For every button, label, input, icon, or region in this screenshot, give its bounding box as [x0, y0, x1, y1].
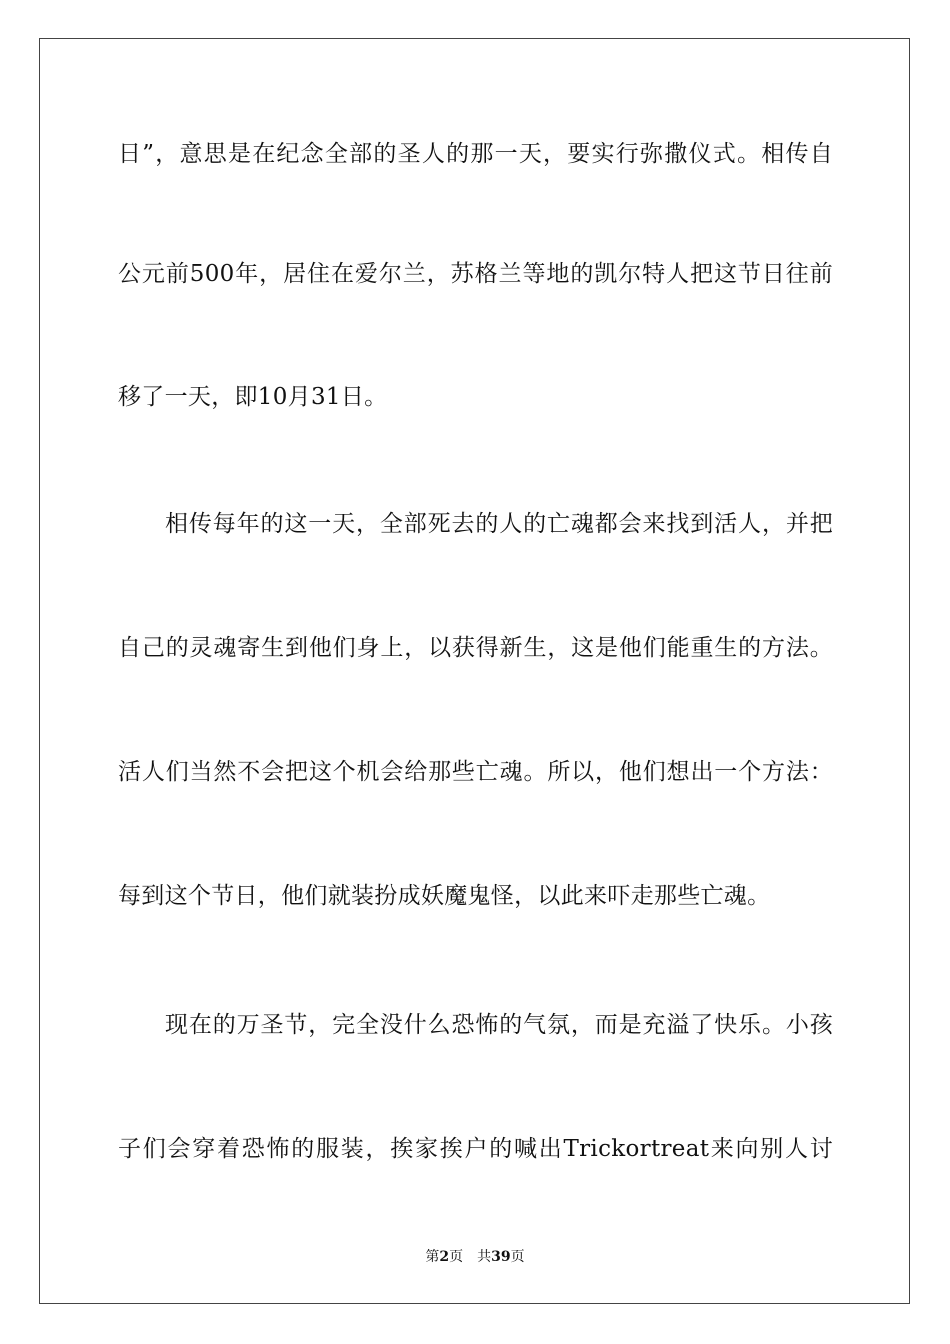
footer-total-suffix: 页	[510, 1249, 525, 1265]
footer-total-prefix: 共	[477, 1249, 492, 1265]
text-line-8: 现在的万圣节，完全没什么恐怖的气氛，而是充溢了快乐。小孩	[165, 1012, 833, 1038]
text-line-7: 每到这个节日，他们就装扮成妖魔鬼怪，以此来吓走那些亡魂。	[118, 883, 771, 909]
text-line-4: 相传每年的这一天，全部死去的人的亡魂都会来找到活人，并把	[165, 511, 833, 537]
text-line-5: 自己的灵魂寄生到他们身上，以获得新生，这是他们能重生的方法。	[118, 635, 833, 661]
footer-page-suffix: 页	[449, 1249, 464, 1265]
text-line-6: 活人们当然不会把这个机会给那些亡魂。所以，他们想出一个方法：	[118, 759, 833, 785]
footer-page-number: 2	[439, 1249, 450, 1265]
text-line-3: 移了一天，即10月31日。	[118, 384, 388, 410]
text-line-2: 公元前500年，居住在爱尔兰，苏格兰等地的凯尔特人把这节日往前	[118, 261, 833, 287]
footer-page-prefix: 第	[425, 1249, 440, 1265]
page-border	[39, 38, 910, 1304]
text-line-1: 日”，意思是在纪念全部的圣人的那一天，要实行弥撒仪式。相传自	[118, 141, 833, 167]
footer-total-pages: 39	[491, 1249, 511, 1265]
text-line-9: 子们会穿着恐怖的服装，挨家挨户的喊出Trickortreat来向别人讨	[118, 1136, 833, 1162]
page-footer	[0, 1248, 950, 1266]
